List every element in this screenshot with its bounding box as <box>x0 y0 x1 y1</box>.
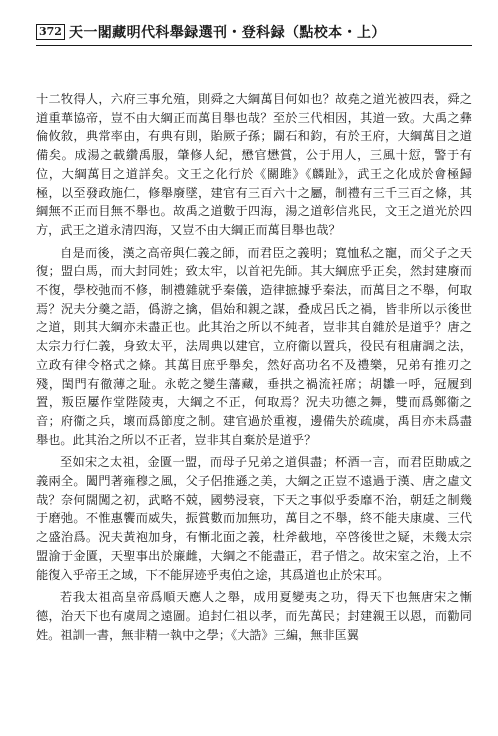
page-number: 372 <box>36 24 65 40</box>
header-rule <box>36 45 472 46</box>
paragraph-1: 十二牧得人，六府三事允殖，則舜之大綱萬目何如也？故堯之道光被四表，舜之道重華協帝，豈不由大綱正而萬目舉也哉？至於三代相因，其道一致。大禹之彝倫攸敘，典常率由，有典有則，貽厥子孫；闢石和鈞，有於王府，大綱萬目之道備矣。成湯之載纘禹服，肇修人紀，懋官懋賞，公于用人，三風十愆，警于有位，大綱萬目之道詳矣。文王之化行於《關雎》《麟趾》，武王之化成於會極歸極，以至發政施仁，修舉廢墜，建官有三百六十之屬，制禮有三千三百之條，其綱無不正而目無不舉也。故禹之道數于四海，湯之道彰信兆民，文王之道光於四方，武王之道永清四海，又豈不由大綱正而萬目舉也哉？ <box>36 92 472 237</box>
running-header <box>36 19 472 45</box>
paragraph-4: 若我太祖高皇帝爲順天應人之舉，成用夏變夷之功，得天下也無唐宋之慚德，治天下也有虞周之遠圖。追封仁祖以孝，而先萬民；封建親王以恩，而勸同姓。祖訓一書，無非精一執中之學；《大誥》三編，無非匡翼 <box>36 590 472 642</box>
running-title: 天一閣藏明代科舉録選刊・登科録（點校本・上） <box>68 25 386 41</box>
paragraph-3: 至如宋之太祖，金匱一盟，而母子兄弟之道俱盡；杯酒一言，而君臣勛戚之義兩全。闔門著雍穆之風，父子侶推遜之美，大綱之正豈不遠過于漢、唐之虛文哉？奈何闊闖之初，武略不兢，國勢浸衰，下天之事似乎委靡不治，朝廷之制幾于磨弛。不惟惠饗而威失，振賞數而加無功，萬目之不舉，終不能夫康虞、三代之盛治爲。況夫黃袍加身，有慚北面之義，杜斧截地，卒啓後世之疑，未幾太宗盟渝于金匱，天聖事出於廉雌，大綱之不能盡正，君子惜之。故宋室之治，上不能復入乎帝王之域，下不能屏迹乎夷伯之途，其爲道也止於宋耳。 <box>36 455 472 582</box>
body-text <box>36 90 472 648</box>
paragraph-2: 自是而後，漢之高帝與仁義之師，而君臣之義明；寬恤私之寵，而父子之天復；盟白馬，而大封同姓；致太牢，以首祀先師。其大綱庶乎正矣，然封建廢而不復，學校弛而不修，制禮雜就乎秦儀，造律摭據乎秦法，而萬目之不舉，何取焉？況夫分羹之語，僞游之擒，倡始和親之謀，叠成呂氏之禍，皆非所以示後世之道，則其大綱亦未盡正也。此其治之所以不純者，豈非其自雜於是道乎？唐之太宗力行仁義，身致太平，法周典以建官，立府衞以置兵，役民有租庸調之法，立政有律令格式之條。其萬目庶乎舉矣，然好高功名不及禮樂，兄弟有推刃之殘，閨門有徹薄之耻。永乾之變生藩藏，垂拱之禍流衽席；胡雛一呼，冠履到置，叛臣屢作堂陛陵夷，大綱之不正，何取焉？況夫功德之舞，雙而爲鄭衞之音；府衞之兵，壞而爲節度之制。建官過於重複，邊備失於疏虞，禹目亦未爲盡舉也。此其治之所以不正者，豈非其自棄於是道乎？ <box>36 245 472 447</box>
